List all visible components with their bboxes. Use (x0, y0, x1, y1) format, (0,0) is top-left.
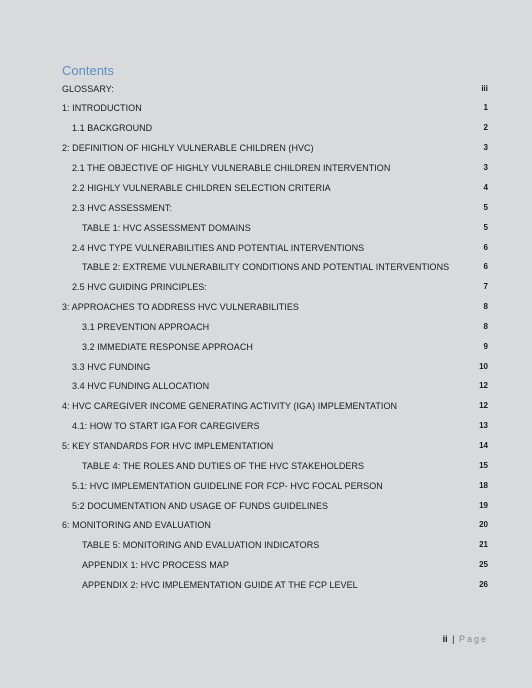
toc-entry-label: 2.5 HVC GUIDING PRINCIPLES: (72, 282, 207, 292)
toc-entry-label: 2.4 HVC TYPE VULNERABILITIES AND POTENTIAL INTERVENTIONS (72, 243, 365, 253)
toc-entry[interactable] (0, 300, 532, 314)
toc-entry-page: 14 (479, 441, 488, 450)
toc-entry[interactable] (0, 379, 532, 393)
toc-entry[interactable] (0, 340, 532, 354)
toc-entry[interactable] (0, 518, 532, 532)
toc-entry-label: 3.3 HVC FUNDING (72, 362, 151, 372)
toc-entry-label: 5.1: HVC IMPLEMENTATION GUIDELINE FOR FCP- HVC FOCAL PERSON (72, 481, 383, 491)
toc-entry-page: 2 (483, 123, 488, 132)
toc-entry[interactable] (0, 419, 532, 433)
toc-entry[interactable] (0, 578, 532, 592)
toc-entry-label: 2.3 HVC ASSESSMENT: (72, 203, 172, 213)
toc-entry-page: 6 (483, 262, 488, 271)
toc-entry[interactable] (0, 360, 532, 374)
toc-entry-page: 5 (483, 203, 488, 212)
toc-entry[interactable] (0, 260, 532, 274)
toc-entry-label: TABLE 1: HVC ASSESSMENT DOMAINS (82, 223, 251, 233)
toc-entry-page: 9 (483, 342, 488, 351)
toc-entry[interactable] (0, 479, 532, 493)
toc-entry-page: 10 (479, 362, 488, 371)
toc-entry[interactable] (0, 399, 532, 413)
toc-entry-label: 6: MONITORING AND EVALUATION (62, 520, 211, 530)
toc-entry-label: 3: APPROACHES TO ADDRESS HVC VULNERABILITIES (62, 302, 299, 312)
toc-entry[interactable] (0, 101, 532, 115)
toc-entry-label: TABLE 4: THE ROLES AND DUTIES OF THE HVC STAKEHOLDERS (82, 461, 365, 471)
toc-entry-page: 13 (479, 421, 488, 430)
toc-entry[interactable] (0, 201, 532, 215)
toc-entry[interactable] (0, 538, 532, 552)
toc-entry-page: 15 (479, 461, 488, 470)
toc-entry[interactable] (0, 320, 532, 334)
toc-entry-label: 2.2 HIGHLY VULNERABLE CHILDREN SELECTION CRITERIA (72, 183, 331, 193)
toc-entry-label: TABLE 5: MONITORING AND EVALUATION INDICATORS (82, 540, 320, 550)
toc-entry-label: APPENDIX 2: HVC IMPLEMENTATION GUIDE AT THE FCP LEVEL (82, 580, 358, 590)
toc-entry-page: 8 (483, 302, 488, 311)
toc-entry-page: 3 (483, 163, 488, 172)
toc-entry-label: 3.2 IMMEDIATE RESPONSE APPROACH (82, 342, 253, 352)
toc-entry-page: 19 (479, 501, 488, 510)
toc-entry-page: 26 (479, 580, 488, 589)
footer-page-word: Page (458, 634, 488, 644)
toc-entry-page: 1 (483, 103, 488, 112)
toc-entry-page: 12 (479, 401, 488, 410)
toc-entry-label: 1: INTRODUCTION (62, 103, 142, 113)
toc-entry[interactable] (0, 241, 532, 255)
footer-separator: | (452, 634, 455, 644)
toc-entry-label: 5: KEY STANDARDS FOR HVC IMPLEMENTATION (62, 441, 274, 451)
toc-entry[interactable] (0, 280, 532, 294)
toc-entry-label: 2: DEFINITION OF HIGHLY VULNERABLE CHILDREN (HVC) (62, 143, 314, 153)
toc-entry-label: 2.1 THE OBJECTIVE OF HIGHLY VULNERABLE CHILDREN INTERVENTION (72, 163, 391, 173)
toc-entry-page: 4 (483, 183, 488, 192)
toc-entry[interactable] (0, 141, 532, 155)
toc-entry-page: 8 (483, 322, 488, 331)
toc-entry[interactable] (0, 82, 532, 96)
toc-entry-label: 3.1 PREVENTION APPROACH (82, 322, 210, 332)
toc-entry-label: APPENDIX 1: HVC PROCESS MAP (82, 560, 229, 570)
toc-entry[interactable] (0, 161, 532, 175)
toc-entry[interactable] (0, 221, 532, 235)
toc-entry[interactable] (0, 121, 532, 135)
toc-entry-page: 18 (479, 481, 488, 490)
toc-entry-page: 25 (479, 560, 488, 569)
toc-entry-page: 20 (479, 520, 488, 529)
toc-entry-page: 3 (483, 143, 488, 152)
toc-entry-page: 21 (479, 540, 488, 549)
toc-entry-label: 1.1 BACKGROUND (72, 123, 153, 133)
toc-entry-page: 6 (483, 243, 488, 252)
toc-entry-label: 4.1: HOW TO START IGA FOR CAREGIVERS (72, 421, 260, 431)
toc-heading: Contents (62, 63, 115, 78)
footer-page-number: ii (442, 634, 448, 644)
page-footer (443, 634, 488, 644)
toc-entry[interactable] (0, 439, 532, 453)
toc-entry[interactable] (0, 459, 532, 473)
toc-entry[interactable] (0, 558, 532, 572)
toc-entry[interactable] (0, 499, 532, 513)
toc-entry-label: GLOSSARY: (62, 84, 114, 94)
toc-entry-label: 3.4 HVC FUNDING ALLOCATION (72, 381, 210, 391)
toc-entry-page: 7 (483, 282, 488, 291)
toc-entry-label: 4: HVC CAREGIVER INCOME GENERATING ACTIVITY (IGA) IMPLEMENTATION (62, 401, 398, 411)
toc-entry-page: 12 (479, 381, 488, 390)
toc-entry[interactable] (0, 181, 532, 195)
toc-entry-page: iii (481, 84, 488, 93)
toc-entry-page: 5 (483, 223, 488, 232)
toc-entry-label: 5:2 DOCUMENTATION AND USAGE OF FUNDS GUIDELINES (72, 501, 329, 511)
toc-entry-label: TABLE 2: EXTREME VULNERABILITY CONDITIONS AND POTENTIAL INTERVENTIONS (82, 262, 450, 272)
